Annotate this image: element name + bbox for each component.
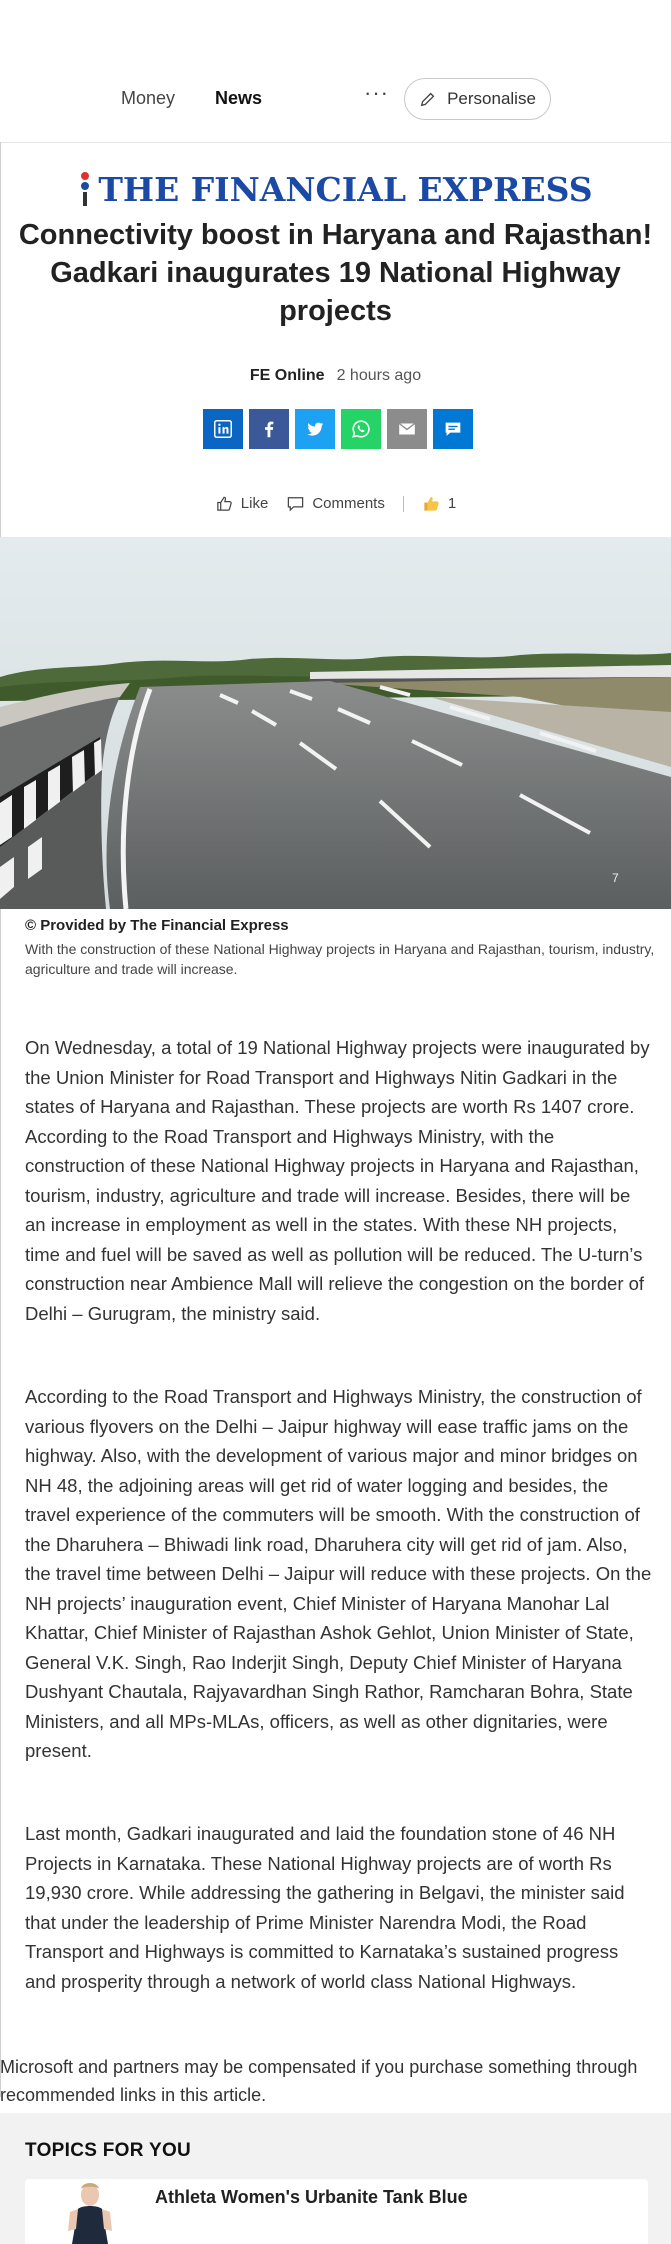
linkedin-icon [212,418,234,440]
whatsapp-icon [350,418,372,440]
highway-photo [0,537,671,909]
share-bar [203,409,473,449]
nav-news-link[interactable]: News [215,88,263,108]
personalise-label: Personalise [447,89,536,108]
article-hero-image[interactable] [0,537,671,909]
affiliate-disclaimer: Microsoft and partners may be compensated if you purchase something through recommended links in this article. [0,2057,638,2105]
article-paragraph: On Wednesday, a total of 19 National Highway projects were inaugurated by the Union Minister for Road Transport and Highways Nitin Gadkari in the states of Haryana and Rajasthan. These projects are worth Rs 1407 crore. According to the Road Transport and Highways Ministry, with the construction of these National Highway projects in Haryana and Rajasthan, tourism, industry, agriculture and trade will increase. Besides, there will be an increase in employment as well in the states. With these NH projects, time and fuel will be saved as well as pollution will be reduced. The U-turn’s construction near Ambience Mall will relieve the congestion on the border of Delhi – Gurugram, the ministry said. [25,1037,650,1324]
reaction-summary[interactable] [422,494,456,513]
reaction-count: 1 [447,495,457,512]
twitter-share-button[interactable] [295,409,335,449]
image-caption: With the construction of these National Highway projects in Haryana and Rajasthan, tourism, industry, agriculture and trade will increase. [25,941,655,977]
publisher-logo[interactable] [0,170,671,209]
message-share-button[interactable] [433,409,473,449]
nav-money-link[interactable]: Money [121,88,176,108]
thumbs-up-outline-icon [215,494,234,513]
like-label: Like [240,495,269,512]
personalise-button[interactable] [404,78,551,120]
content-border [0,142,1,2097]
facebook-share-button[interactable] [249,409,289,449]
top-navigation [0,0,671,142]
comments-button[interactable] [286,494,385,513]
publisher-emblem-icon [78,172,92,208]
comments-label: Comments [312,495,385,512]
author-name[interactable]: FE Online [249,367,325,384]
product-image [40,2179,140,2244]
message-icon [442,418,464,440]
email-share-button[interactable] [387,409,427,449]
thumbs-up-emoji-icon [422,494,441,513]
nav-divider [0,142,671,143]
like-button[interactable] [215,494,269,513]
article-headline: Connectivity boost in Haryana and Rajasthan! Gadkari inaugurates 19 National Highway projects [18,219,653,327]
pencil-icon [419,90,437,108]
email-icon [396,418,418,440]
article-paragraph: Last month, Gadkari inaugurated and laid the foundation stone of 46 NH Projects in Karnataka. These National Highway projects are of worth Rs 19,930 crore. While addressing the gathering in Belgavi, the minister said that under the leadership of Prime Minister Narendra Modi, the Road Transport and Highways is committed to Karnataka’s sustained progress and prosperity through a network of world class National Highways. [25,1823,625,1992]
comment-icon [286,494,305,513]
facebook-icon [258,418,280,440]
linkedin-share-button[interactable] [203,409,243,449]
publish-time: 2 hours ago [336,367,422,384]
twitter-icon [304,418,326,440]
article-paragraph: According to the Road Transport and Highways Ministry, the construction of various flyovers on the Delhi – Jaipur highway will ease traffic jams on the highway. Also, with the development of various major and minor bridges on NH 48, the adjoining areas will get rid of water logging and besides, the travel experience of the commuters will be smooth. With the construction of the Dharuhera – Bhiwadi link road, Dharuhera city will get rid of jam. Also, the travel time between Delhi – Jaipur will reduce with these projects. On the NH projects’ inauguration event, Chief Minister of Haryana Manohar Lal Khattar, Chief Minister of Rajasthan Ashok Gehlot, Union Minister of State, General V.K. Singh, Rao Inderjit Singh, Deputy Chief Minister of Haryana Dushyant Chautala, Rajyavardhan Singh Rathor, Ramcharan Bohra, State Ministers, and all MPs-MLAs, officers, as well as other dignitaries, were present. [25,1386,652,1761]
image-credit: © Provided by The Financial Express [25,917,289,934]
publisher-name: THE FINANCIAL EXPRESS [98,170,593,209]
topics-title: TOPICS FOR YOU [25,2140,192,2161]
topic-item-title[interactable]: Athleta Women's Urbanite Tank Blue [155,2187,468,2207]
image-watermark: 7 [612,871,619,885]
reaction-divider [403,496,404,512]
more-options-button[interactable]: ··· [364,80,389,105]
reaction-bar [0,494,671,513]
byline [0,367,671,385]
whatsapp-share-button[interactable] [341,409,381,449]
topic-thumbnail[interactable] [40,2179,140,2244]
